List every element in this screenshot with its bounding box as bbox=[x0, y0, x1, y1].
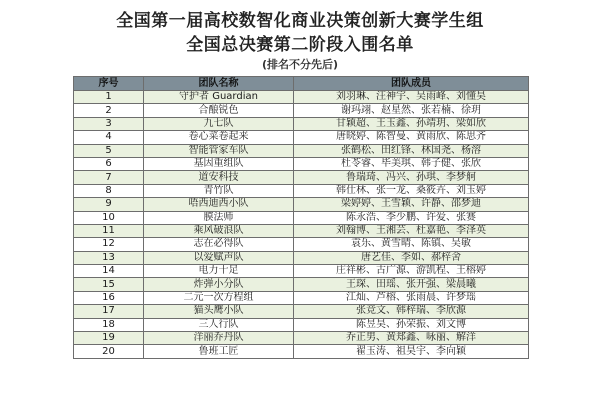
cell-team-name: 志在必得队 bbox=[144, 238, 294, 251]
ranking-note: (排名不分先后) bbox=[261, 58, 339, 71]
cell-team-name: 道安科技 bbox=[144, 171, 294, 184]
cell-team-members: 庄祥彬、古广源、游凯程、王榕婷 bbox=[294, 265, 529, 278]
cell-index: 14 bbox=[74, 265, 144, 278]
cell-index: 13 bbox=[74, 251, 144, 264]
cell-index: 15 bbox=[74, 278, 144, 291]
cell-team-members: 王琛、田瑶、张开强、梁晨曦 bbox=[294, 278, 529, 291]
finalist-table bbox=[73, 76, 529, 359]
cell-team-members: 梁婷婷、王雪颖、许静、邵梦迪 bbox=[294, 198, 529, 211]
cell-team-members: 乔正男、黄郑鑫、咏丽、解洋 bbox=[294, 332, 529, 345]
cell-team-members: 谢玛翊、赵星然、张若楠、徐玥 bbox=[294, 104, 529, 117]
cell-team-members: 张鹤松、田红锋、林国尧、杨溶 bbox=[294, 144, 529, 157]
cell-team-members: 韩仕林、张一龙、桑筱卉、刘玉婷 bbox=[294, 184, 529, 197]
cell-index: 11 bbox=[74, 224, 144, 237]
cell-team-members: 甘颖超、王玉鑫、孙靖玥、梁如欣 bbox=[294, 117, 529, 130]
table-row bbox=[74, 305, 529, 318]
cell-index: 17 bbox=[74, 305, 144, 318]
table-row bbox=[74, 104, 529, 117]
cell-team-name: 九七队 bbox=[144, 117, 294, 130]
cell-team-members: 杜苓睿、毕美琪、韩子健、张欣 bbox=[294, 157, 529, 170]
table-row bbox=[74, 278, 529, 291]
cell-team-members: 张竞文、韩梓瑞、李欣源 bbox=[294, 305, 529, 318]
cell-index: 19 bbox=[74, 332, 144, 345]
cell-team-name: 炸弹小分队 bbox=[144, 278, 294, 291]
cell-team-name: 智能管家车队 bbox=[144, 144, 294, 157]
cell-team-name: 膜法师 bbox=[144, 211, 294, 224]
cell-team-name: 卷心菜卷起来 bbox=[144, 131, 294, 144]
table-row bbox=[74, 224, 529, 237]
table-header-row bbox=[74, 77, 529, 91]
cell-team-members: 陈永浩、李少鹏、许爱、张赛 bbox=[294, 211, 529, 224]
cell-team-name: 唔西迪西小队 bbox=[144, 198, 294, 211]
table-row bbox=[74, 171, 529, 184]
table-row bbox=[74, 265, 529, 278]
cell-team-name: 洋丽乔丹队 bbox=[144, 332, 294, 345]
cell-index: 12 bbox=[74, 238, 144, 251]
cell-team-name: 电力十足 bbox=[144, 265, 294, 278]
table-row bbox=[74, 251, 529, 264]
cell-team-members: 唐艺佳、李如、郝梓舍 bbox=[294, 251, 529, 264]
cell-team-members: 江灿、芦榕、张雨晨、许梦瑶 bbox=[294, 291, 529, 304]
cell-team-name: 以爱赋声队 bbox=[144, 251, 294, 264]
header-team-members: 团队成员 bbox=[294, 77, 529, 91]
table-row bbox=[74, 117, 529, 130]
cell-team-members: 刘翰博、王湘芸、杜嘉艳、李泽英 bbox=[294, 224, 529, 237]
header-team-name: 团队名称 bbox=[144, 77, 294, 91]
cell-index: 4 bbox=[74, 131, 144, 144]
cell-team-members: 陈昱昊、孙荣振、刘文博 bbox=[294, 318, 529, 331]
table-body bbox=[74, 91, 529, 359]
cell-team-name: 基因重组队 bbox=[144, 157, 294, 170]
cell-index: 7 bbox=[74, 171, 144, 184]
cell-index: 18 bbox=[74, 318, 144, 331]
table-row bbox=[74, 318, 529, 331]
table-row bbox=[74, 211, 529, 224]
table-row bbox=[74, 157, 529, 170]
cell-index: 6 bbox=[74, 157, 144, 170]
cell-team-members: 袁乐、黄雪晴、陈镇、吴敏 bbox=[294, 238, 529, 251]
table-row bbox=[74, 131, 529, 144]
cell-team-members: 翟玉涛、祖昊宇、李向颖 bbox=[294, 345, 529, 358]
cell-index: 9 bbox=[74, 198, 144, 211]
cell-team-name: 乘风破浪队 bbox=[144, 224, 294, 237]
cell-index: 8 bbox=[74, 184, 144, 197]
header-index: 序号 bbox=[74, 77, 144, 91]
cell-team-name: 合酿锐色 bbox=[144, 104, 294, 117]
cell-index: 2 bbox=[74, 104, 144, 117]
table-row bbox=[74, 198, 529, 211]
cell-team-members: 鲁瑞琦、冯兴、孙琪、李梦舸 bbox=[294, 171, 529, 184]
cell-team-members: 刘羽琳、汪神宇、吴雨峰、刘懂昊 bbox=[294, 91, 529, 104]
cell-index: 1 bbox=[74, 91, 144, 104]
table-row bbox=[74, 238, 529, 251]
cell-team-name: 二元一次方程组 bbox=[144, 291, 294, 304]
document-title: 全国第一届高校数智化商业决策创新大赛学生组 bbox=[116, 11, 484, 31]
table-row bbox=[74, 291, 529, 304]
cell-team-members: 唐晓婷、陈智曼、黄雨欣、陈思齐 bbox=[294, 131, 529, 144]
cell-team-name: 青竹队 bbox=[144, 184, 294, 197]
cell-index: 3 bbox=[74, 117, 144, 130]
cell-team-name: 守护者 Guardian bbox=[144, 91, 294, 104]
document-subtitle: 全国总决赛第二阶段入围名单 bbox=[186, 35, 414, 55]
cell-index: 10 bbox=[74, 211, 144, 224]
cell-team-name: 鲁班工匠 bbox=[144, 345, 294, 358]
cell-team-name: 三人行队 bbox=[144, 318, 294, 331]
cell-team-name: 猫头鹰小队 bbox=[144, 305, 294, 318]
cell-index: 5 bbox=[74, 144, 144, 157]
table-row bbox=[74, 345, 529, 358]
table-row bbox=[74, 144, 529, 157]
table-row bbox=[74, 91, 529, 104]
cell-index: 16 bbox=[74, 291, 144, 304]
table-row bbox=[74, 332, 529, 345]
cell-index: 20 bbox=[74, 345, 144, 358]
table-row bbox=[74, 184, 529, 197]
